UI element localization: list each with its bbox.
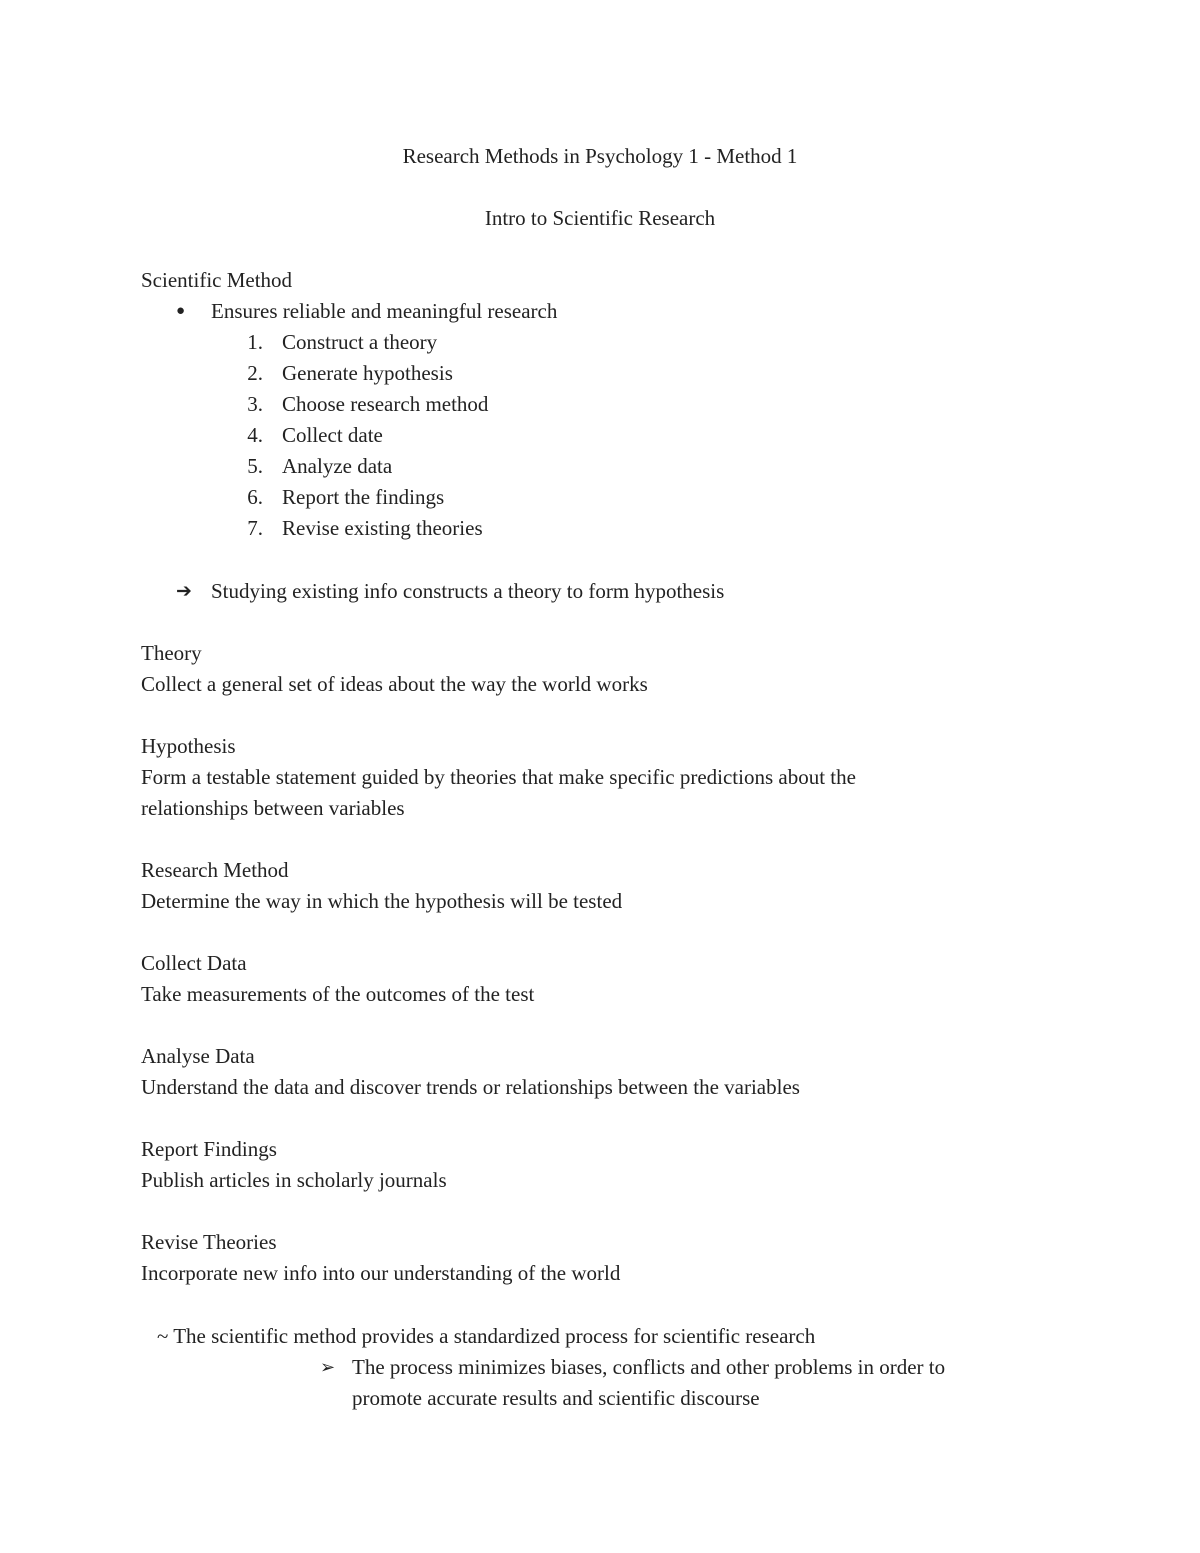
arrow-note: Studying existing info constructs a theory to form hypothesis [211,579,725,603]
step-text: Revise existing theories [282,516,483,540]
step-number: 3. [247,392,263,416]
document-subtitle: Intro to Scientific Research [484,206,716,230]
step-text: Analyze data [282,454,393,478]
section-heading-scientific-method: Scientific Method [141,268,293,292]
summary-sub-text: The process minimizes biases, conflicts and other problems in order to [352,1355,946,1379]
bullet-text: Ensures reliable and meaningful research [211,299,558,323]
step-number: 5. [247,454,263,478]
step-number: 2. [247,361,263,385]
section-body-report-findings: Publish articles in scholarly journals [141,1168,447,1192]
bullet-icon: ● [176,303,186,319]
document-title: Research Methods in Psychology 1 - Method 1 [402,144,798,168]
step-text: Report the findings [282,485,445,509]
section-body-hypothesis-cont: relationships between variables [141,796,405,820]
step-number: 7. [247,516,263,540]
section-body-hypothesis: Form a testable statement guided by theories that make specific predictions about the [141,765,856,789]
summary-sub-text-cont: promote accurate results and scientific discourse [352,1386,760,1410]
section-body-research-method: Determine the way in which the hypothesis will be tested [141,889,623,913]
step-number: 1. [247,330,263,354]
summary-text: ~ The scientific method provides a standardized process for scientific research [157,1324,816,1348]
section-body-revise-theories: Incorporate new info into our understanding of the world [141,1261,621,1285]
step-text: Construct a theory [282,330,438,354]
section-body-analyse-data: Understand the data and discover trends or relationships between the variables [141,1075,800,1099]
step-number: 6. [247,485,263,509]
section-body-theory: Collect a general set of ideas about the way the world works [141,672,648,696]
step-number: 4. [247,423,263,447]
section-heading-revise-theories: Revise Theories [141,1230,277,1254]
step-text: Collect date [282,423,383,447]
section-heading-collect-data: Collect Data [141,951,247,975]
step-text: Choose research method [282,392,489,416]
section-heading-theory: Theory [141,641,202,665]
section-heading-hypothesis: Hypothesis [141,734,236,758]
section-body-collect-data: Take measurements of the outcomes of the test [141,982,535,1006]
step-text: Generate hypothesis [282,361,453,385]
section-heading-analyse-data: Analyse Data [141,1044,255,1068]
arrow-icon: ➔ [176,581,192,602]
section-heading-report-findings: Report Findings [141,1137,277,1161]
section-heading-research-method: Research Method [141,858,289,882]
arrowhead-icon: ➢ [320,1357,336,1377]
